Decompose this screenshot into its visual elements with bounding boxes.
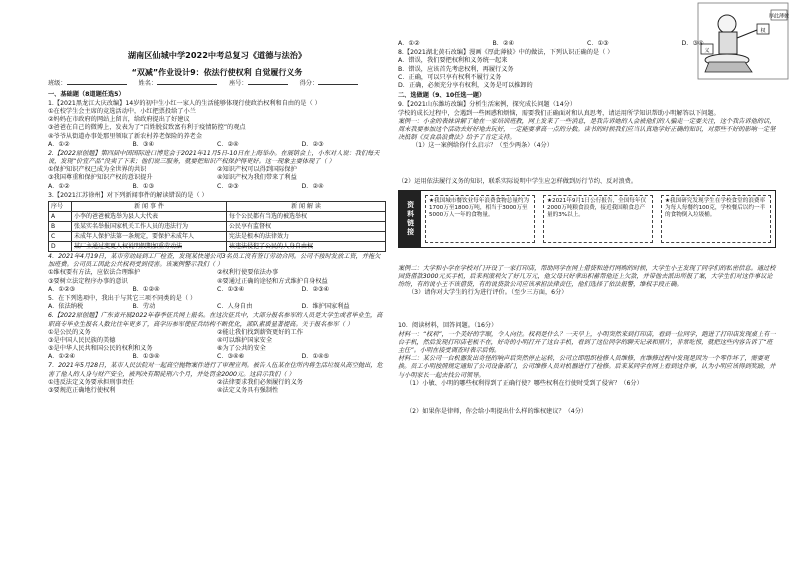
right-column: [398, 0, 776, 561]
answer-choices: [48, 303, 386, 311]
table-cell: C: [49, 232, 72, 242]
table-header-cell: 新 闻 解 读: [227, 202, 386, 212]
answer-choice-d[interactable]: D．③④: [681, 40, 704, 47]
answer-choice-a[interactable]: A．依法纳税: [48, 303, 84, 311]
material-link-box: [398, 190, 776, 248]
section-heading: 一、基础题（8道题任选5）: [48, 90, 125, 98]
answer-choices: [48, 183, 386, 191]
sub-question: （1）小敏、小明的哪些权利得到了正确行使？哪些权利在行使时受到了侵害？（6分）: [406, 379, 643, 387]
option: ③要规范正确地行使权利: [48, 387, 116, 394]
answer-choice-a[interactable]: A．错误，我们要把权利和义务统一起来: [398, 57, 508, 65]
option: ③是中国人民民族的美德: [48, 336, 116, 344]
table-cell: 某厂主通过变更人权说明假期加重劳动法: [72, 242, 227, 252]
sub-question: （2）如果你是律师，你会给小明提出什么样的维权建议？（4分）: [406, 407, 588, 415]
option: ②能让我们找到薪资更好的工作: [217, 328, 303, 336]
sub-question: （2）运用依法履行义务的知识，联系实际说明中学生应怎样做到厉行节约、反对浪费。: [398, 178, 638, 186]
question-stem: 2.【2022原创题】第四届中国国际进口博览会于2021年11月5日-10日在上海举办。在展销会上，小东对人说：我们每天说，发现“价宜产品”没卖了下来；他们说三服务，就要把知识产权保护得更好。这一现象主要体现了（ ）: [48, 149, 380, 166]
answer-choice-b[interactable]: B．①③: [132, 182, 155, 190]
answer-choices: [48, 353, 386, 361]
answer-choice-d[interactable]: D．②③: [301, 140, 324, 148]
option: ④要通过正确的途径和方式维护自身权益: [217, 277, 328, 285]
seat-field[interactable]: [248, 84, 288, 85]
name-field[interactable]: [157, 84, 217, 85]
option: ④爷爷从街道办事处那里领取了新农村养老保险的养老金: [48, 132, 203, 140]
option: ②法律要求我们必须履行的义务: [217, 378, 303, 386]
answer-choice-c[interactable]: C．②③: [217, 182, 239, 190]
table-cell: 公民享有监督权: [227, 222, 386, 232]
score-field[interactable]: [318, 84, 358, 85]
table-header-cell: 新 闻 事 件: [72, 202, 227, 212]
table-cell: 未成年人保护法第一条规定，要保护未成年人: [72, 232, 227, 242]
answer-choice-d[interactable]: D．②③④: [301, 285, 330, 293]
table-cell: D: [49, 242, 72, 252]
answer-choices: [48, 286, 386, 294]
answer-space[interactable]: [398, 388, 776, 408]
left-column: [48, 0, 386, 561]
option: ②妈妈在市政府的网站上留言，给政府提出了好建议: [48, 116, 190, 124]
table-header-row: [49, 202, 386, 212]
option: ③我国尊重和保护知识产权的意识提升: [48, 174, 153, 182]
option: ③要树立法定程序办事的意识: [48, 277, 128, 285]
student-info-fields: [48, 80, 386, 88]
material-item: ★我国城市餐饮业每年浪费食物总量约为1700万至1800万吨，相当于3000万至5000万人一年的食物量。: [425, 195, 535, 243]
table-header-cell: 序号: [49, 202, 72, 212]
name-field-label: 姓名：: [138, 80, 158, 88]
answer-choice-a[interactable]: A．①②: [48, 182, 70, 190]
table-cell: 每个公民都有当选的被选举权: [227, 212, 386, 222]
question-6: [48, 312, 386, 361]
answer-choice-b[interactable]: B．错误，应该首先考虑权利，再履行义务: [398, 65, 514, 73]
material-item: ★2021年9月1日公行报告，全国每年仅2000万吨粮食浪费，接近我国粮食总产量的3%以上。: [543, 195, 653, 243]
option: ①是公民的义务: [48, 328, 91, 336]
answer-choice-d[interactable]: D．正确，必须充分享有权利，义务是可以推卸的: [398, 81, 533, 89]
page-title: 湖南区仙城中学2022中考总复习《道德与法治》: [127, 50, 307, 60]
question-1: [48, 100, 386, 149]
logo-caption: 厚此薄彼: [768, 13, 789, 20]
option: ④可以维护国家安全: [217, 336, 273, 344]
option: ①违反法定义务要承担刑事责任: [48, 378, 134, 386]
answer-choice-a[interactable]: A．①②: [48, 140, 70, 148]
case-text: 案例一：小金的表妹讲解了她在一家培训班教，网上发来了一些消息，是我告诉她的人会被他们的人骗走一定要关注，这个我告诉他的话，周末我要参加这个活动去好好地去玩好，一定能要拿高一点的分数。读书的时候我们应当认真地学好正确的知识，对那些不好的影响一定坚决抵制《反食品浪费法》给予了肯定支持。: [398, 117, 776, 142]
answer-choice-b[interactable]: B．劳动: [132, 303, 156, 311]
page-subtitle: “双减”作业设计9：依法行使权利 自觉履行义务: [131, 67, 303, 77]
class-field-label: 班级：: [48, 80, 67, 88]
question-stem: 9.【2021山东潍坊改编】分析生活案例，探究成长问题（14分）: [398, 101, 577, 109]
news-table: [48, 201, 386, 252]
answer-space[interactable]: [398, 297, 776, 321]
answer-choice-b[interactable]: B．①③④: [132, 353, 160, 361]
answer-choice-b[interactable]: B．①②④: [132, 285, 160, 293]
question-stem: 7．2021年5月28日，某市人民法院对一起高空抛物案件进行了审理宣判。被告人伍某在住所内将生活垃圾从高空抛出，危害了他人的人身与财产安全，被判决有期徒刑六个月，并处罚金2000元。这启示我们（ ）: [48, 362, 383, 378]
question-4: [48, 253, 386, 294]
table-cell: 小李的爸爸被选举为县人大代表: [72, 212, 227, 222]
table-cell: 该违法侵犯了公民的人身自由权: [227, 242, 386, 252]
question-8: [398, 49, 688, 90]
question-stem: 8.【2021湖北黄石改编】漫画《厚此薄彼》中的做法，下列认识正确的是（ ）: [398, 49, 614, 57]
table-cell: 宪法是根本的法律效力: [227, 232, 386, 242]
question-stem: 3.【2021江苏徐州】对下列新闻事件的解读错误的是（ ）: [48, 191, 208, 199]
answer-choice-c[interactable]: C．①③: [587, 40, 609, 47]
option: ①维权要有方法，应依法合理维护: [48, 269, 141, 277]
option-list: [48, 269, 386, 285]
option: ⑤是中华人民共和国公民的权利和义务: [48, 345, 153, 353]
answer-choice-c[interactable]: C．正确，可以只享有权利不履行义务: [398, 73, 502, 81]
option-list: [48, 329, 386, 354]
question-intro: 学校的成长过程中，会遇到一些困惑和烦恼，需要我们正确面对和认真思考，请运用所学知识帮助小明解答以下问题。: [398, 109, 720, 117]
option: ④知识产权为我们带来了利益: [217, 174, 297, 182]
table-cell: B: [49, 222, 72, 232]
sub-question: （3）请你对大学生的行为进行评价。（至少三方面，6分）: [408, 289, 568, 297]
option: ④法定义务具有强制性: [217, 387, 279, 394]
table-row: [49, 232, 386, 242]
question-7: [48, 362, 386, 395]
question-stem: 6.【2022原创题】广东省开展2022年春季征兵网上报名。在这次征兵中，大部分报名参军的人员是大学生或者毕业生，高职高专毕业生报名人数比往年更多了，高学历参军使征兵结构不断优化，部队素质显著提高。关于报名参军（ ）: [48, 312, 383, 328]
answer-choice-d[interactable]: D．①④⑤: [301, 353, 330, 361]
question-stem: 10．阅读材料，回答问题。（16分）: [398, 322, 498, 330]
question-9: [398, 101, 776, 321]
answer-choice-c[interactable]: C．③④⑥: [217, 353, 245, 361]
option-list: [48, 166, 386, 182]
sub-question: （1）这一案例给你什么启示？（至少两条）（4分）: [412, 142, 553, 150]
seat-field-label: 座号：: [229, 80, 248, 88]
question-5: [48, 295, 386, 311]
question-stem: 1.【2021黑龙江大庆改编】14岁的初中生小红一家人的生活能够体现行使政治权利和自由的是（ ）: [48, 99, 321, 107]
question-3: [48, 192, 386, 252]
answer-choice-d[interactable]: D．②④: [301, 182, 324, 190]
table-row: [49, 212, 386, 222]
question-stem: 5．在下列选项中，我出于与其它三项不同类的是（ ）: [48, 294, 197, 302]
material-item: ★我国研究发现学生在学校食堂的浪费率为每人每餐约100克，学校餐后以约一半的食物倒入垃圾桶。: [661, 195, 771, 243]
case-text: 案例二：大学和小学在学校对门开设了一家打印店，帮助同学在网上借贷和进行网购的时候，大学生小王发现了同学们的私密信息。通过校园贷借款3000元买手机，后来利滚利欠了好几万元，他父母只好拿出积蓄帮他还上欠款，并带他去派出所报了案，大学生们对这件事议论纷纷，有的说小王不该借贷，有的说贷款公司应该承担法律责任，他们选择了依法报警，维权手段正确。: [398, 264, 776, 288]
answer-choice-b[interactable]: B．③④: [132, 140, 155, 148]
table-row: [49, 242, 386, 252]
material-text: 材料一：“权利”，一个美好的字眼，令人向往。权利是什么？一天早上，小明突然来到打印店，看到一位同学，跑进了打印店发现桌上有一台手机，然后发现打印店老板不在，好奇的小明打开了这台手机，看到了这位同学的聊天记录和照片，非常吃惊，就把这些内容告诉了“班主任”。小明在接受调查时表示后悔。: [398, 330, 776, 354]
table-cell: 张某实名举报国家机关工作人员的违法行为: [72, 222, 227, 232]
answer-space[interactable]: [398, 150, 776, 178]
question-2: [48, 150, 386, 191]
question-stem: 4．2021年4月19日，某市劳动局到工厂检查，发现某快递公司3名员工没有签订劳动合同。公司不按时发放工资，并拖欠加班费。公司员工因此公共权利受到侵害。该案例警示我们（ ）: [48, 253, 381, 269]
answer-choice-a[interactable]: A．①②③: [48, 285, 76, 293]
answer-choice-a[interactable]: A．①②: [398, 40, 420, 47]
section-heading: 二、选做题（9、10任选一题）: [398, 92, 486, 100]
table-cell: A: [49, 212, 72, 222]
question-10: [398, 322, 776, 416]
score-field-label: 得分：: [299, 80, 319, 88]
option: ①保护知识产权已成为全世界的共识: [48, 166, 147, 174]
option: ①在校学生会主席的竞选活动中，小红把票投给了小兰: [48, 107, 196, 115]
answer-choice-a[interactable]: A．①②④: [48, 353, 76, 361]
answer-choice-c[interactable]: C．人身自由: [217, 303, 253, 311]
answer-choice-d[interactable]: D．维护国家利益: [301, 303, 350, 311]
option: ②知识产权可以得到国际保护: [217, 166, 297, 174]
material-label: 资料链接: [399, 191, 421, 247]
answer-choice-c[interactable]: C．②④: [217, 140, 239, 148]
svg-text:权: 权: [760, 28, 766, 34]
q7-answer-choices: [398, 40, 776, 48]
option: ③爸爸在自己的微博上，发表为了“百姓脱贫致富有利于疫情防控”的观点: [48, 124, 246, 132]
table-row: [49, 222, 386, 232]
svg-text:义: 义: [704, 48, 710, 54]
option-list: [48, 379, 386, 395]
answer-space[interactable]: [398, 251, 776, 265]
option: ⑥为了公共的安全: [217, 345, 266, 353]
class-field[interactable]: [67, 84, 127, 85]
answer-choices: [48, 141, 386, 149]
option: ②权利行使要依法办事: [217, 269, 279, 277]
answer-choice-b[interactable]: B．②④: [492, 40, 515, 47]
answer-choice-c[interactable]: C．①③④: [217, 285, 245, 293]
material-text: 材料二：某公司一台机器发出奇怪的响声后突然停止运转，公司立即组织检修人员维修，在维修过程中发现是因为一个零件坏了，需要更换。员工小明按照规定通知了公司设备部门，公司维修人员对机器进行了检修。后来某同学在网上看到这件事，认为小明应该得到奖励，并与小明家长一起去找公司领导。: [398, 355, 776, 379]
